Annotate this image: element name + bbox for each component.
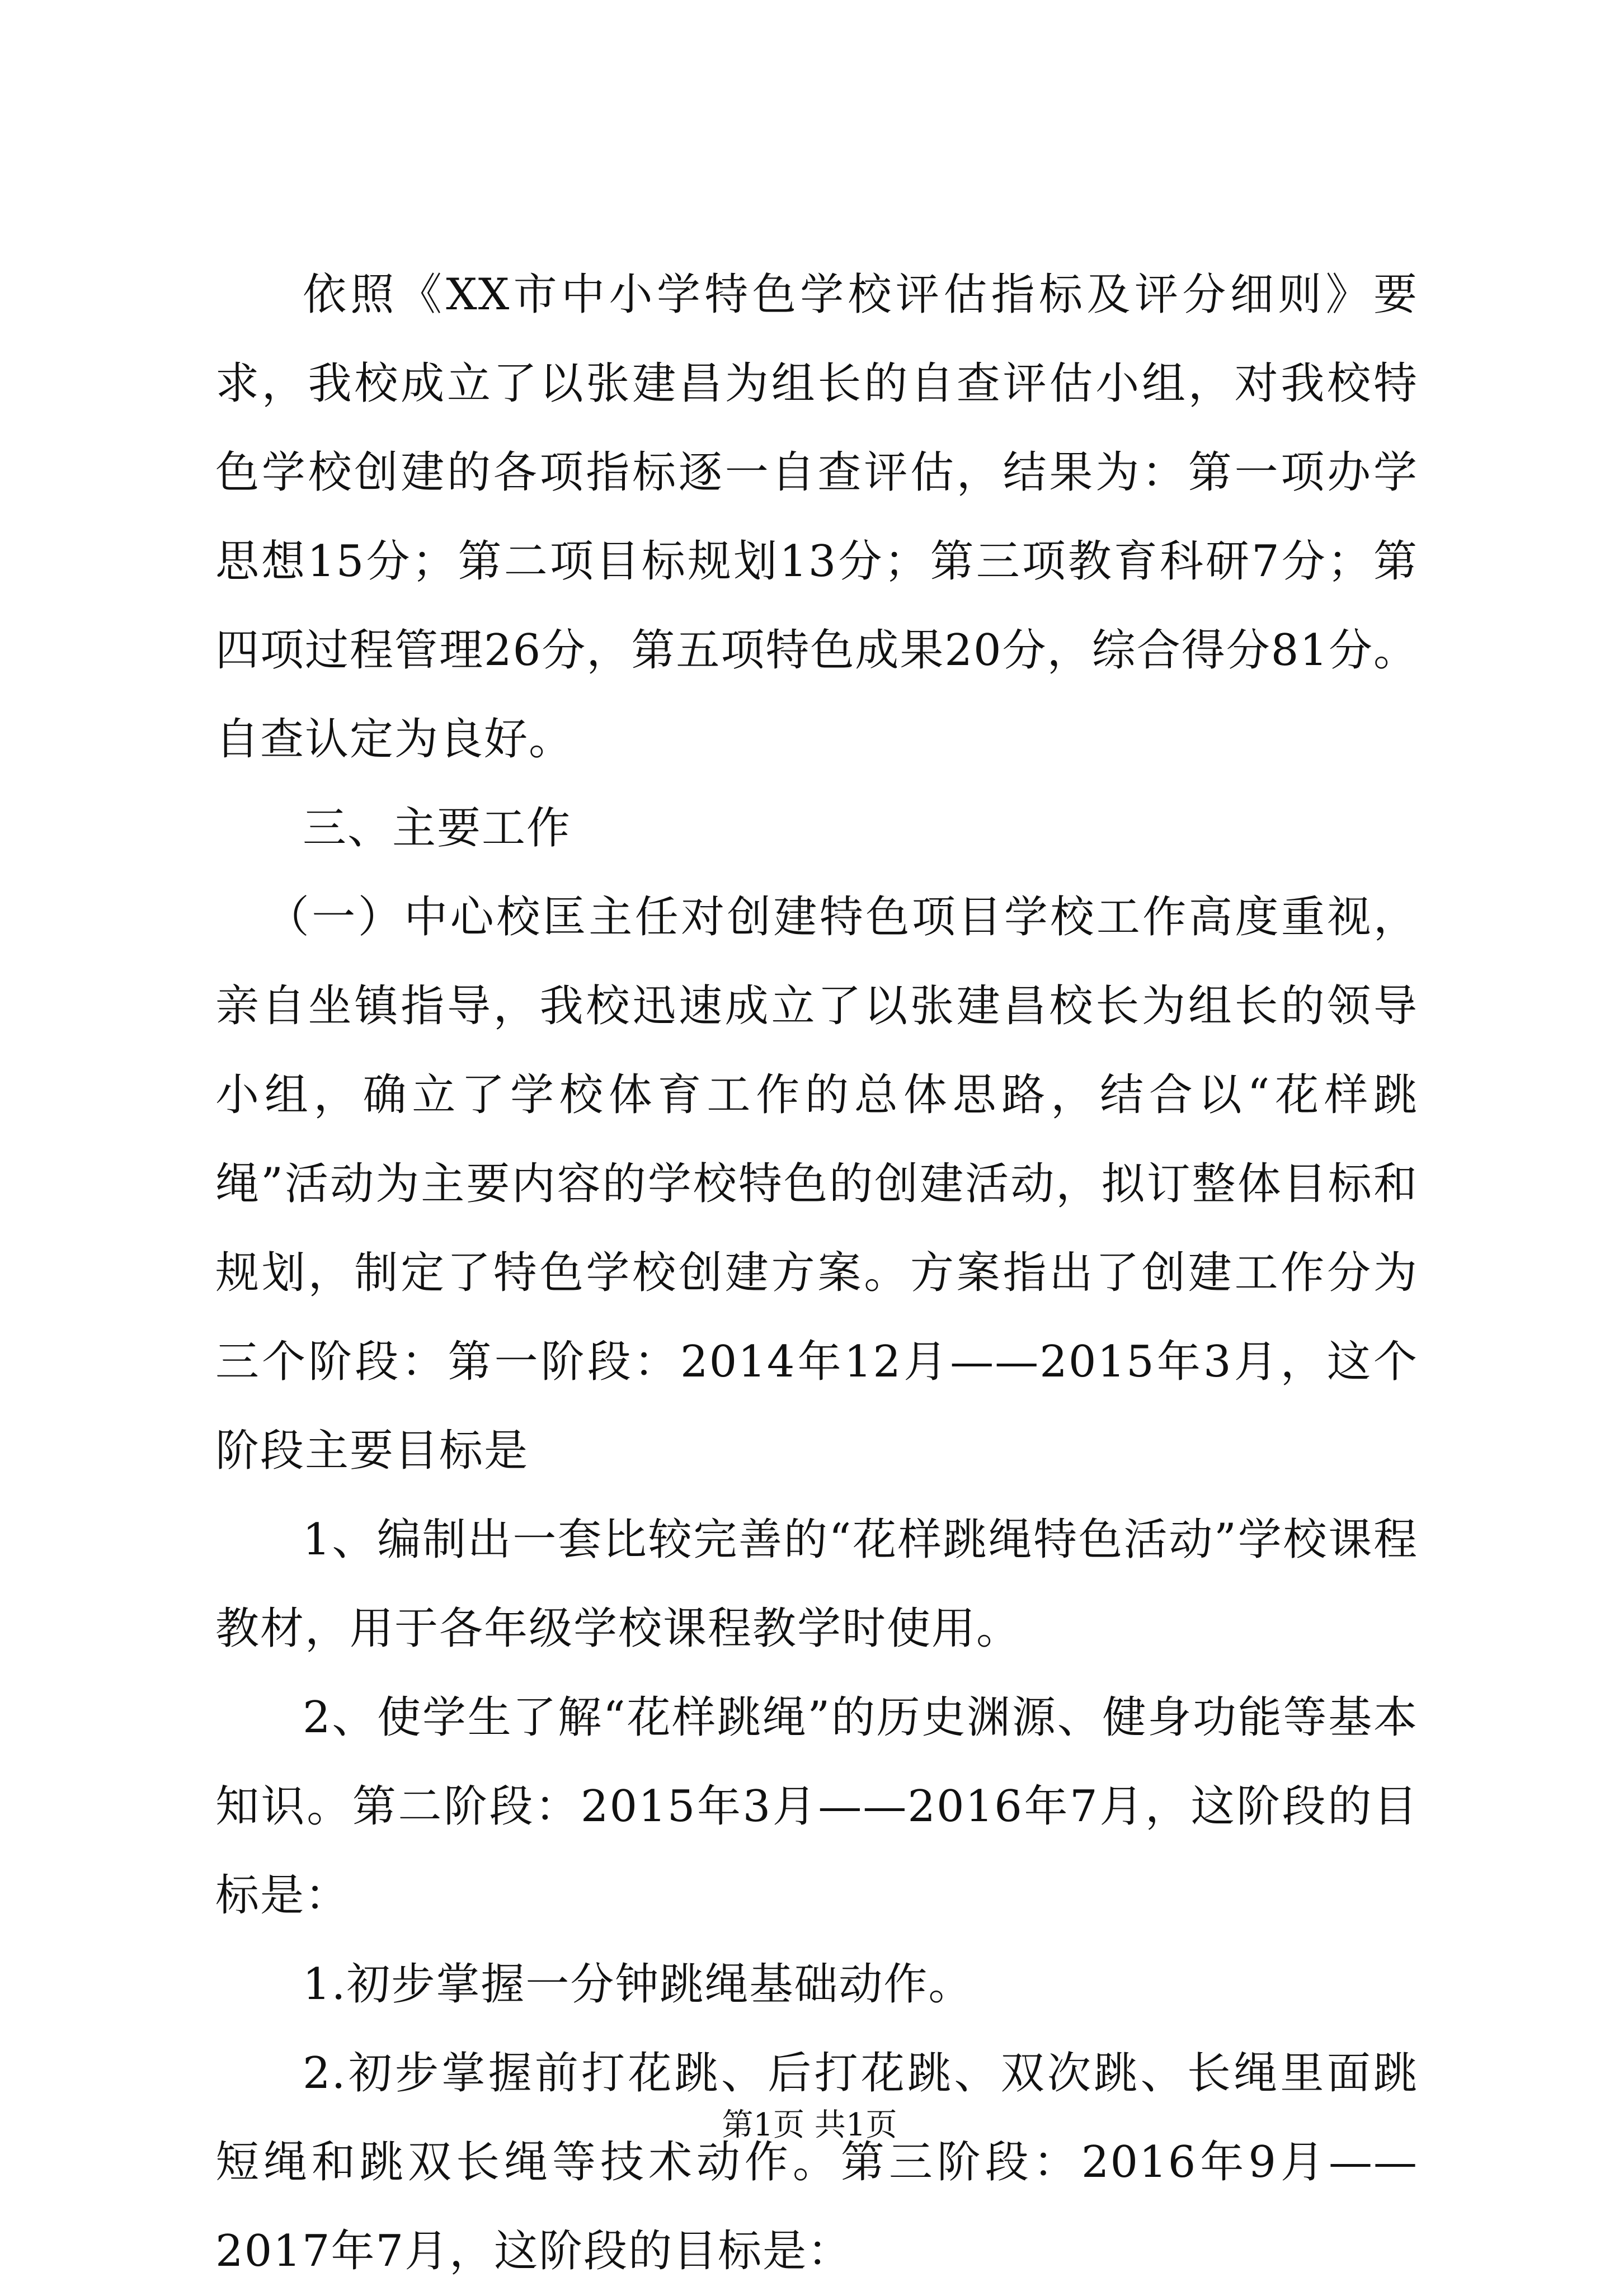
paragraph-stage2-goal-1: 1.初步掌握一分钟跳绳基础动作。: [303, 1959, 973, 2010]
page-footer: 第1页 共1页: [722, 2107, 897, 2143]
paragraph-stage1-goal-2: 2、使学生了解“花样跳绳”的历史渊源、健身功能等基本知识。第二阶段：2015年3月——2016年7月，这阶段的目标是：: [215, 1692, 1418, 1921]
document-body: [215, 251, 1418, 2296]
paragraph-stage1-goal-1: 1、编制出一套比较完善的“花样跳绳特色活动”学校课程教材，用于各年级学校课程教学时使用。: [215, 1515, 1418, 1654]
section-heading-main-work: 三、主要工作: [303, 803, 572, 854]
paragraph-self-assessment: 依照《XX市中小学特色学校评估指标及评分细则》要求，我校成立了以张建昌为组长的自查评估小组，对我校特色学校创建的各项指标逐一自查评估，结果为：第一项办学思想15分；第二项目标规划13分；第三项教育科研7分；第四项过程管理26分，第五项特色成果20分，综合得分81分。自查认定为良好。: [215, 270, 1418, 765]
paragraph-stage2-goal-2: 2.初步掌握前打花跳、后打花跳、双次跳、长绳里面跳短绳和跳双长绳等技术动作。第三阶段：2016年9月——2017年7月，这阶段的目标是：: [215, 2048, 1418, 2276]
paragraph-leadership: （一）中心校匡主任对创建特色项目学校工作高度重视，亲自坐镇指导，我校迅速成立了以张建昌校长为组长的领导小组，确立了学校体育工作的总体思路，结合以“花样跳绳”活动为主要内容的学校特色的创建活动，拟订整体目标和规划，制定了特色学校创建方案。方案指出了创建工作分为三个阶段：第一阶段：2014年12月——2015年3月，这个阶段主要目标是: [215, 892, 1418, 1476]
